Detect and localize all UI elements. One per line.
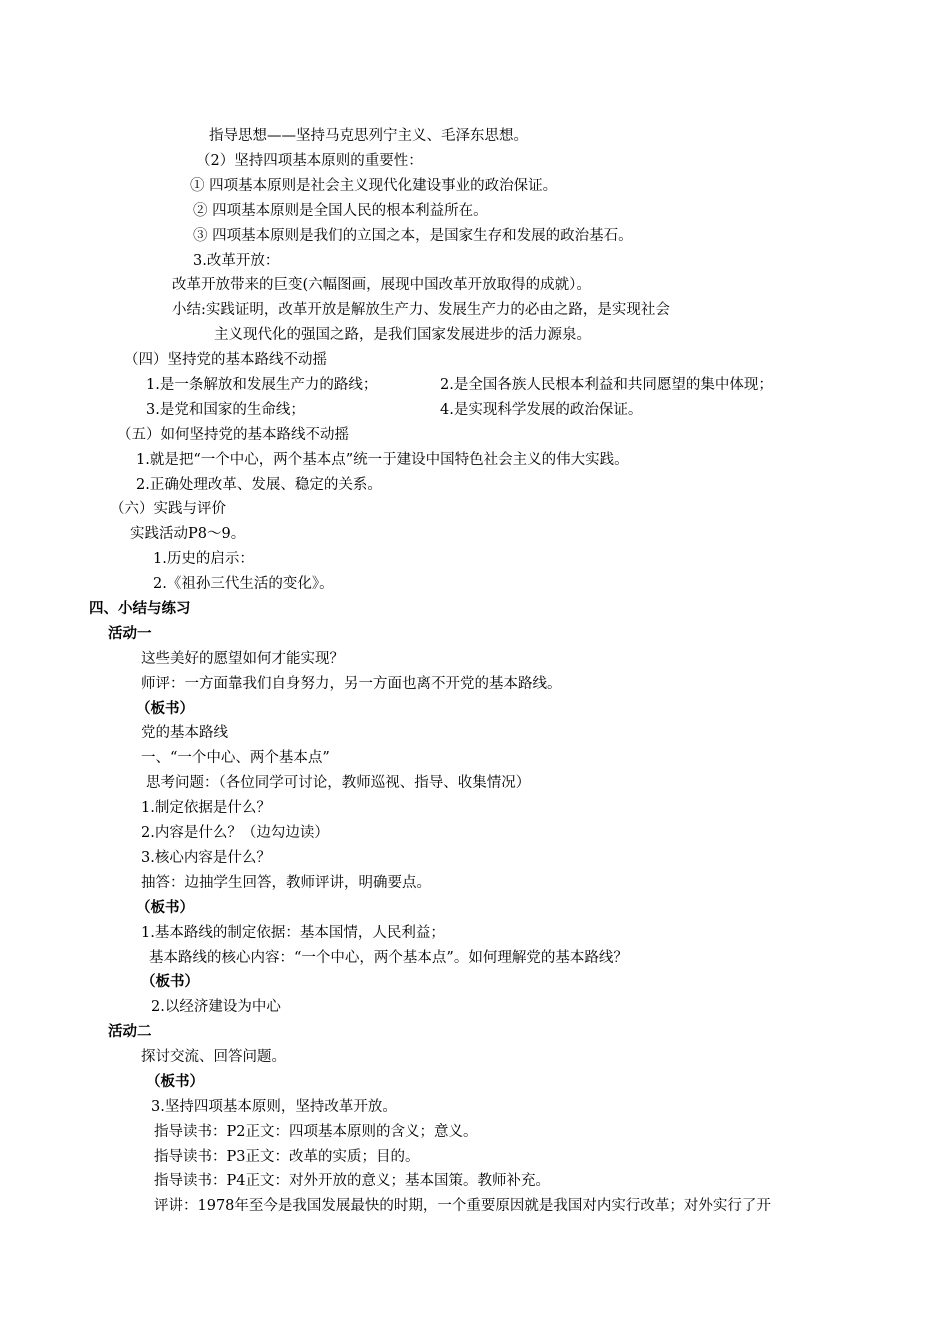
text-line: 3.核心内容是什么？ [141, 850, 271, 866]
section-heading: （六）实践与评价 [110, 501, 226, 517]
text-line: 基本路线的核心内容：“一个中心，两个基本点”。如何理解党的基本路线？ [149, 950, 628, 966]
text-line: 实践活动P8～9。 [130, 526, 246, 542]
text-line: 1.就是把“一个中心，两个基本点”统一于建设中国特色社会主义的伟大实践。 [136, 452, 629, 468]
text-line: 探讨交流、回答问题。 [141, 1049, 286, 1065]
text-line: 3.是党和国家的生命线； [146, 402, 305, 418]
chapter-heading: 四、小结与练习 [89, 601, 191, 617]
text-line: 评讲：1978年至今是我国发展最快的时期，一个重要原因就是我国对内实行改革；对外实行了开 [154, 1198, 771, 1214]
text-line: 1.制定依据是什么？ [141, 800, 271, 816]
text-line: 小结:实践证明，改革开放是解放生产力、发展生产力的必由之路，是实现社会 [172, 302, 670, 318]
text-line: （2）坚持四项基本原则的重要性： [196, 153, 423, 169]
text-line: 一、“一个中心、两个基本点” [141, 750, 330, 766]
text-line: 1.是一条解放和发展生产力的路线； [146, 377, 378, 393]
text-line: 3.坚持四项基本原则，坚持改革开放。 [151, 1099, 397, 1115]
board-label: （板书） [136, 900, 194, 916]
section-heading: （五）如何坚持党的基本路线不动摇 [117, 427, 349, 443]
text-line: 这些美好的愿望如何才能实现？ [141, 651, 344, 667]
board-label: （板书） [146, 1074, 204, 1090]
text-line: 2.内容是什么？（边勾边读） [141, 825, 329, 841]
text-line: 1.基本路线的制定依据：基本国情，人民利益； [141, 925, 445, 941]
text-line: 改革开放带来的巨变(六幅图画，展现中国改革开放取得的成就）。 [172, 277, 591, 293]
text-line: 2.《祖孙三代生活的变化》。 [153, 576, 334, 592]
board-label: （板书） [136, 701, 194, 717]
text-line: 2.是全国各族人民根本利益和共同愿望的集中体现； [440, 377, 773, 393]
text-line: 3.改革开放： [193, 253, 280, 269]
activity-heading: 活动一 [108, 626, 152, 642]
text-line: 师评：一方面靠我们自身努力，另一方面也离不开党的基本路线。 [141, 676, 562, 692]
text-line: 主义现代化的强国之路，是我们国家发展进步的活力源泉。 [214, 327, 591, 343]
text-line: 指导读书：P3正文：改革的实质；目的。 [154, 1149, 420, 1165]
text-line: ③ 四项基本原则是我们的立国之本，是国家生存和发展的政治基石。 [193, 228, 633, 244]
board-label: （板书） [141, 974, 199, 990]
section-heading: （四）坚持党的基本路线不动摇 [124, 352, 327, 368]
text-line: 抽答：边抽学生回答，教师评讲，明确要点。 [141, 875, 431, 891]
text-line: 2.以经济建设为中心 [151, 999, 281, 1015]
text-line: ② 四项基本原则是全国人民的根本利益所在。 [193, 203, 488, 219]
text-line: ① 四项基本原则是社会主义现代化建设事业的政治保证。 [190, 178, 558, 194]
text-line: 党的基本路线 [141, 725, 228, 741]
text-line: 指导读书：P2正文：四项基本原则的含义；意义。 [154, 1124, 478, 1140]
text-line: 4.是实现科学发展的政治保证。 [440, 402, 643, 418]
text-line: 指导思想——坚持马克思列宁主义、毛泽东思想。 [209, 128, 528, 144]
activity-heading: 活动二 [108, 1024, 152, 1040]
text-line: 思考问题：（各位同学可讨论，教师巡视、指导、收集情况） [146, 775, 531, 791]
text-line: 指导读书：P4正文：对外开放的意义；基本国策。教师补充。 [154, 1173, 550, 1189]
text-line: 1.历史的启示： [153, 551, 254, 567]
text-line: 2.正确处理改革、发展、稳定的关系。 [136, 477, 382, 493]
